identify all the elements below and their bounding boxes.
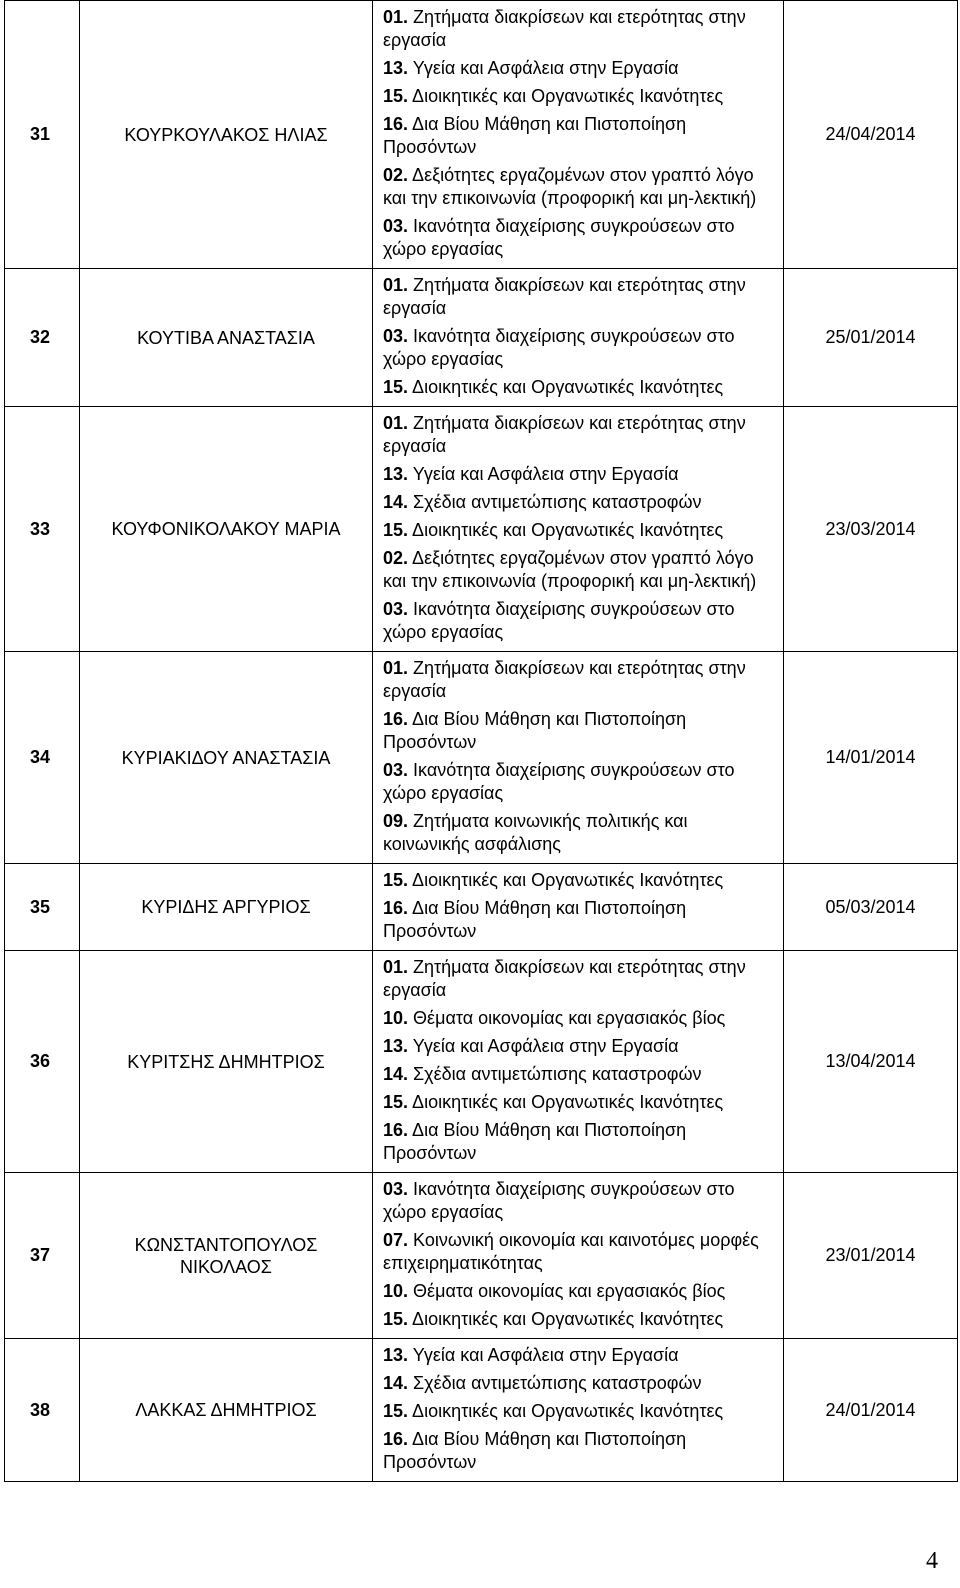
topic-code: 07. [383,1230,409,1250]
roster-table [4,0,958,1482]
topic-text: Δια Βίου Μάθηση και Πιστοποίηση Προσόντων [383,1429,687,1472]
topic-code: 02. [383,165,409,185]
topic-text: Θέματα οικονομίας και εργασιακός βίος [413,1281,726,1301]
topic-code: 16. [383,898,409,918]
topic-code: 03. [383,1179,409,1199]
topic-item [383,547,775,593]
topic-code: 13. [383,464,409,484]
topic-code: 16. [383,709,409,729]
topic-item [383,519,775,542]
topic-code: 01. [383,957,409,977]
topic-item [383,1308,775,1331]
topic-text: Ζητήματα διακρίσεων και ετερότητας στην εργασία [383,413,746,456]
topic-item [383,1091,775,1114]
topic-item [383,810,775,856]
topic-text: Ζητήματα διακρίσεων και ετερότητας στην εργασία [383,275,746,318]
date-cell: 25/01/2014 [784,269,958,407]
topic-code: 15. [383,520,409,540]
topic-code: 02. [383,548,409,568]
row-number: 38 [5,1339,80,1482]
topics-cell [373,407,784,652]
topic-text: Σχέδια αντιμετώπισης καταστροφών [413,1373,702,1393]
date-cell: 13/04/2014 [784,951,958,1173]
topic-text: Ικανότητα διαχείρισης συγκρούσεων στο χώρο εργασίας [383,599,735,642]
topic-item [383,759,775,805]
table-row [5,1,958,269]
topic-code: 03. [383,760,409,780]
topic-code: 10. [383,1281,409,1301]
date-cell: 23/03/2014 [784,407,958,652]
date-cell: 14/01/2014 [784,652,958,864]
topic-text: Ικανότητα διαχείρισης συγκρούσεων στο χώρο εργασίας [383,760,735,803]
topic-item [383,274,775,320]
topic-code: 01. [383,413,409,433]
topic-text: Υγεία και Ασφάλεια στην Εργασία [412,464,679,484]
topic-code: 14. [383,1064,409,1084]
topic-item [383,164,775,210]
topic-item [383,85,775,108]
topics-cell [373,269,784,407]
topic-text: Δεξιότητες εργαζομένων στον γραπτό λόγο και την επικοινωνία (προφορική και μη-λεκτική) [383,548,757,591]
topic-item [383,1400,775,1423]
topic-code: 01. [383,658,409,678]
topic-item [383,1035,775,1058]
topic-text: Δια Βίου Μάθηση και Πιστοποίηση Προσόντων [383,114,687,157]
topic-item [383,1119,775,1165]
topic-code: 14. [383,1373,409,1393]
topic-item [383,463,775,486]
topic-text: Θέματα οικονομίας και εργασιακός βίος [413,1008,726,1028]
person-name: ΚΟΥΡΚΟΥΛΑΚΟΣ ΗΛΙΑΣ [80,1,373,269]
topic-item [383,376,775,399]
topic-text: Διοικητικές και Οργανωτικές Ικανότητες [412,377,724,397]
table-row [5,407,958,652]
topic-text: Ζητήματα διακρίσεων και ετερότητας στην εργασία [383,957,746,1000]
topic-item [383,57,775,80]
topic-code: 03. [383,326,409,346]
table-row [5,269,958,407]
person-name: ΚΟΥΦΟΝΙΚΟΛΑΚΟΥ ΜΑΡΙΑ [80,407,373,652]
topics-cell [373,951,784,1173]
topic-item [383,1372,775,1395]
row-number: 36 [5,951,80,1173]
topic-code: 03. [383,599,409,619]
date-cell: 23/01/2014 [784,1173,958,1339]
topic-item [383,1280,775,1303]
date-cell: 24/01/2014 [784,1339,958,1482]
topic-text: Ικανότητα διαχείρισης συγκρούσεων στο χώρο εργασίας [383,326,735,369]
person-name: ΚΩΝΣΤΑΝΤΟΠΟΥΛΟΣ ΝΙΚΟΛΑΟΣ [80,1173,373,1339]
topic-item [383,1007,775,1030]
topics-cell [373,652,784,864]
topic-item [383,113,775,159]
topic-item [383,657,775,703]
row-number: 34 [5,652,80,864]
topic-item [383,598,775,644]
topic-item [383,215,775,261]
topic-text: Ζητήματα διακρίσεων και ετερότητας στην εργασία [383,7,746,50]
topic-item [383,869,775,892]
topic-text: Δια Βίου Μάθηση και Πιστοποίηση Προσόντων [383,898,687,941]
table-row [5,1339,958,1482]
topic-text: Διοικητικές και Οργανωτικές Ικανότητες [412,870,724,890]
topic-item [383,1344,775,1367]
topic-text: Διοικητικές και Οργανωτικές Ικανότητες [412,86,724,106]
topic-code: 01. [383,275,409,295]
topic-text: Δια Βίου Μάθηση και Πιστοποίηση Προσόντων [383,1120,687,1163]
topic-text: Σχέδια αντιμετώπισης καταστροφών [413,1064,702,1084]
topic-item [383,897,775,943]
topic-item [383,708,775,754]
date-cell: 05/03/2014 [784,864,958,951]
topic-code: 16. [383,1429,409,1449]
topic-text: Κοινωνική οικονομία και καινοτόμες μορφές επιχειρηματικότητας [383,1230,759,1273]
topic-code: 15. [383,1092,409,1112]
topic-code: 16. [383,1120,409,1140]
topic-text: Υγεία και Ασφάλεια στην Εργασία [412,58,679,78]
row-number: 37 [5,1173,80,1339]
person-name: ΚΥΡΙΤΣΗΣ ΔΗΜΗΤΡΙΟΣ [80,951,373,1173]
topic-code: 13. [383,1345,409,1365]
date-cell: 24/04/2014 [784,1,958,269]
topic-code: 01. [383,7,409,27]
topic-text: Ζητήματα κοινωνικής πολιτικής και κοινωνικής ασφάλισης [383,811,688,854]
topic-text: Δεξιότητες εργαζομένων στον γραπτό λόγο και την επικοινωνία (προφορική και μη-λεκτική) [383,165,757,208]
topic-text: Υγεία και Ασφάλεια στην Εργασία [412,1345,679,1365]
table-row [5,1173,958,1339]
topic-code: 15. [383,377,409,397]
person-name: ΚΥΡΙΑΚΙΔΟΥ ΑΝΑΣΤΑΣΙΑ [80,652,373,864]
topic-text: Διοικητικές και Οργανωτικές Ικανότητες [412,1401,724,1421]
table-row [5,951,958,1173]
topic-text: Διοικητικές και Οργανωτικές Ικανότητες [412,1309,724,1329]
topic-item [383,1428,775,1474]
topic-code: 13. [383,1036,409,1056]
topic-item [383,1229,775,1275]
topic-text: Ικανότητα διαχείρισης συγκρούσεων στο χώρο εργασίας [383,1179,735,1222]
topic-text: Διοικητικές και Οργανωτικές Ικανότητες [412,520,724,540]
topic-code: 10. [383,1008,409,1028]
topic-item [383,491,775,514]
topic-text: Υγεία και Ασφάλεια στην Εργασία [412,1036,679,1056]
person-name: ΛΑΚΚΑΣ ΔΗΜΗΤΡΙΟΣ [80,1339,373,1482]
topic-item [383,956,775,1002]
topic-text: Ικανότητα διαχείρισης συγκρούσεων στο χώρο εργασίας [383,216,735,259]
row-number: 33 [5,407,80,652]
table-row [5,652,958,864]
topic-text: Ζητήματα διακρίσεων και ετερότητας στην εργασία [383,658,746,701]
page-number: 4 [926,1548,938,1574]
topic-item [383,1178,775,1224]
person-name: ΚΥΡΙΔΗΣ ΑΡΓΥΡΙΟΣ [80,864,373,951]
topic-item [383,1063,775,1086]
row-number: 35 [5,864,80,951]
roster-body [5,1,958,1482]
topic-item [383,325,775,371]
table-row [5,864,958,951]
topic-text: Σχέδια αντιμετώπισης καταστροφών [413,492,702,512]
person-name: ΚΟΥΤΙΒΑ ΑΝΑΣΤΑΣΙΑ [80,269,373,407]
topic-code: 16. [383,114,409,134]
topic-code: 13. [383,58,409,78]
topic-code: 15. [383,86,409,106]
row-number: 32 [5,269,80,407]
topics-cell [373,864,784,951]
topic-item [383,6,775,52]
row-number: 31 [5,1,80,269]
topic-item [383,412,775,458]
topic-code: 03. [383,216,409,236]
topic-code: 14. [383,492,409,512]
topic-code: 15. [383,1309,409,1329]
topic-code: 15. [383,870,409,890]
topics-cell [373,1339,784,1482]
topics-cell [373,1173,784,1339]
topic-code: 15. [383,1401,409,1421]
topic-text: Δια Βίου Μάθηση και Πιστοποίηση Προσόντων [383,709,687,752]
topic-text: Διοικητικές και Οργανωτικές Ικανότητες [412,1092,724,1112]
topics-cell [373,1,784,269]
topic-code: 09. [383,811,409,831]
